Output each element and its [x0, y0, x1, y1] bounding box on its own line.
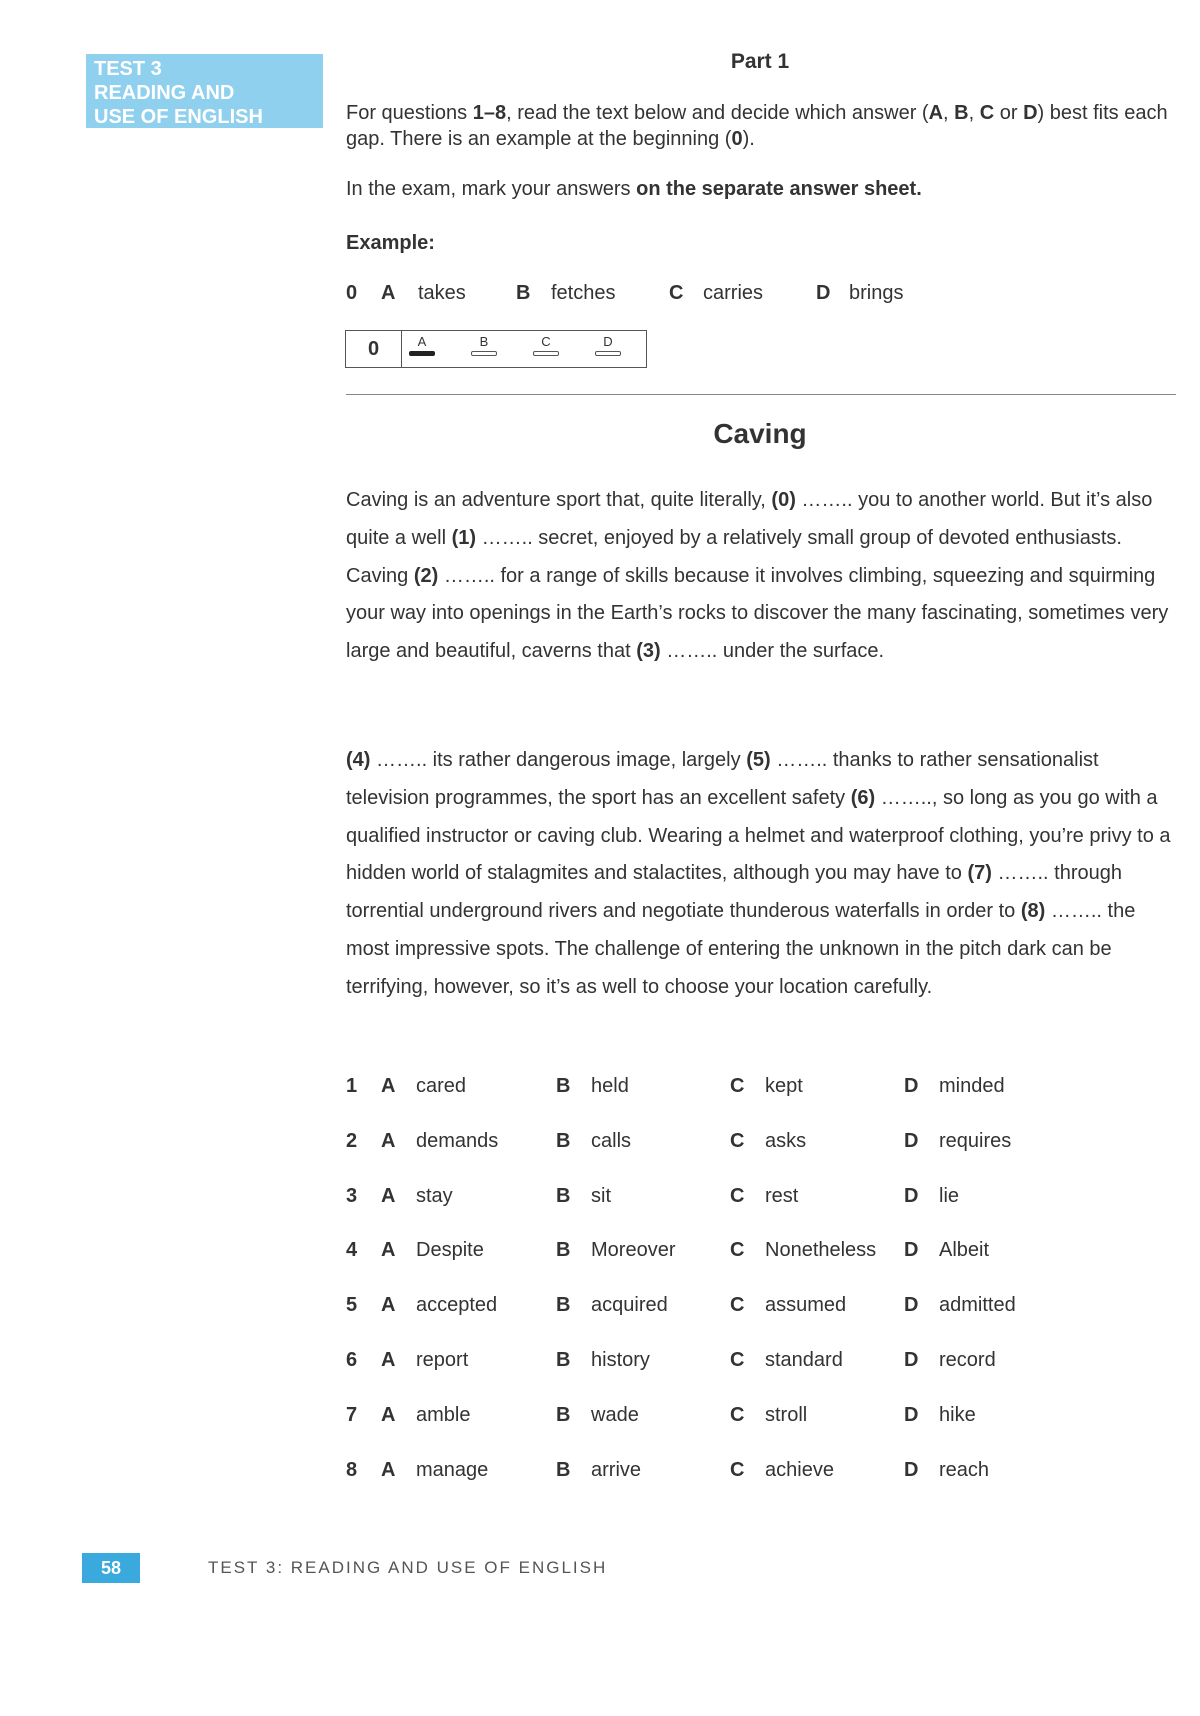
example-grid-options — [402, 331, 646, 367]
option-letter: D — [904, 1458, 919, 1481]
option-word: manage — [416, 1458, 489, 1481]
option-letter: D — [904, 1348, 919, 1371]
example-number: 0 — [346, 282, 358, 304]
option-word: cared — [416, 1075, 467, 1097]
option-letter: B — [556, 1348, 571, 1371]
gap-marker: (7) — [967, 862, 992, 885]
answer-mark-empty — [471, 351, 497, 356]
instr-text: ). — [742, 128, 755, 150]
gap-marker: (6) — [850, 786, 876, 809]
instr-bold: D — [1023, 102, 1038, 124]
option-word: requires — [939, 1129, 1012, 1152]
option-letter: C — [730, 1294, 745, 1317]
option-word: sit — [591, 1184, 611, 1207]
option-letter: D — [904, 1403, 919, 1426]
instr-bold: C — [979, 102, 995, 124]
passage-text: Caving is an adventure sport that, quite literally, — [346, 489, 772, 511]
option-word: hike — [939, 1403, 976, 1426]
question-row — [346, 1075, 1176, 1130]
option-word: amble — [416, 1403, 471, 1426]
option-word: achieve — [765, 1458, 834, 1481]
option-word: asks — [765, 1129, 807, 1152]
option-word: report — [416, 1348, 469, 1371]
instr-text: , — [968, 102, 980, 124]
option-word: lie — [939, 1184, 960, 1207]
option-word: arrive — [591, 1458, 642, 1481]
option-word: wade — [591, 1403, 639, 1426]
answer-mark-empty — [533, 351, 559, 356]
option-letter: A — [381, 1184, 396, 1207]
passage-paragraph-2 — [346, 742, 1176, 1007]
option-word: held — [591, 1075, 629, 1097]
instr-bold: 1–8 — [472, 102, 507, 124]
option-letter: A — [381, 1458, 396, 1481]
instructions-answer-sheet — [346, 176, 1176, 202]
example-letter: B — [516, 282, 531, 304]
option-letter: D — [904, 1294, 919, 1317]
option-word: history — [591, 1348, 650, 1371]
option-letter: B — [556, 1075, 571, 1097]
gap-marker: (3) — [636, 640, 661, 663]
passage-text: …….. for a range of skills because it involves climbing, squeezing and squirming your way into openings in the Earth’s rocks to discover the many fascinating, sometimes very large and beautiful, caverns that — [346, 564, 1169, 663]
option-letter: C — [730, 1348, 745, 1371]
option-word: stay — [416, 1184, 453, 1207]
option-word: acquired — [591, 1294, 668, 1317]
question-number: 5 — [346, 1294, 358, 1317]
option-word: record — [939, 1348, 996, 1371]
passage-text: …….. through torrential underground rivers and negotiate thunderous waterfalls in order to — [346, 862, 1122, 923]
example-word: fetches — [551, 282, 616, 304]
option-letter: B — [556, 1239, 571, 1262]
answer-options-list — [346, 1075, 1176, 1513]
example-letter: D — [816, 282, 831, 304]
gap-marker: (4) — [346, 749, 371, 771]
option-word: standard — [765, 1348, 843, 1371]
passage-text: …….., so long as you go with a qualified instructor or caving club. Wearing a helmet and waterproof clothing, you’re privy to a hidden world of stalagmites and stalactites, although you may have to — [346, 786, 1171, 885]
instr-bold: on the separate answer sheet. — [636, 178, 922, 200]
option-letter: C — [730, 1239, 745, 1262]
example-grid-letter: D — [603, 334, 613, 349]
example-grid-option — [594, 334, 622, 356]
running-title: TEST 3: READING AND USE OF ENGLISH — [208, 1558, 608, 1577]
question-row — [346, 1185, 1176, 1240]
question-number: 2 — [346, 1129, 358, 1152]
example-label: Example: — [346, 232, 435, 254]
option-letter: A — [381, 1075, 396, 1097]
option-letter: C — [730, 1184, 745, 1207]
example-word: brings — [849, 282, 904, 304]
question-row — [346, 1349, 1176, 1404]
option-letter: B — [556, 1403, 571, 1426]
option-letter: A — [381, 1403, 396, 1426]
instr-text: In the exam, mark your answers — [346, 178, 637, 200]
option-letter: C — [730, 1458, 745, 1481]
option-letter: A — [381, 1129, 396, 1152]
instr-text: For questions — [346, 102, 473, 124]
section-tab-line: TEST 3 — [94, 58, 162, 80]
example-word: takes — [418, 282, 466, 304]
question-number: 8 — [346, 1458, 358, 1481]
option-word: calls — [591, 1129, 632, 1152]
instr-text: ) best fits each gap. There is an example at the beginning ( — [346, 102, 1168, 150]
option-word: stroll — [765, 1403, 808, 1426]
question-row — [346, 1239, 1176, 1294]
example-grid-letter: A — [417, 334, 427, 349]
passage-title: Caving — [713, 418, 807, 449]
passage-text: …….. you to another world. But it’s also quite a well — [346, 489, 1153, 549]
example-grid-letter: B — [479, 334, 489, 349]
example-grid-option — [470, 334, 498, 356]
option-letter: A — [381, 1348, 396, 1371]
example-grid-option — [408, 334, 436, 356]
instr-bold: B — [954, 102, 969, 124]
passage-paragraph-1 — [346, 482, 1176, 671]
example-grid-letter: C — [541, 334, 551, 349]
option-letter: C — [730, 1129, 745, 1152]
page-number: 58 — [82, 1553, 140, 1583]
option-word: minded — [939, 1075, 1005, 1097]
example-word: carries — [703, 282, 764, 304]
example-answer-grid — [345, 330, 647, 368]
option-letter: D — [904, 1239, 919, 1262]
option-word: Moreover — [591, 1239, 676, 1262]
option-letter: A — [381, 1294, 396, 1317]
option-word: Nonetheless — [765, 1239, 877, 1262]
option-letter: A — [381, 1239, 396, 1262]
passage-text: …….. under the surface. — [660, 640, 885, 663]
section-tab-line: READING AND — [94, 82, 235, 104]
question-row — [346, 1459, 1176, 1514]
question-number: 3 — [346, 1184, 358, 1207]
section-tab — [86, 54, 323, 128]
question-row — [346, 1294, 1176, 1349]
instr-text: or — [994, 102, 1024, 124]
gap-marker: (8) — [1020, 900, 1046, 923]
option-letter: D — [904, 1129, 919, 1152]
example-grid-option — [532, 334, 560, 356]
option-letter: D — [904, 1184, 919, 1207]
option-word: Albeit — [939, 1239, 990, 1262]
part-title: Part 1 — [730, 50, 790, 73]
example-letter: A — [381, 282, 396, 304]
instructions — [346, 100, 1176, 152]
answer-mark-empty — [595, 351, 621, 356]
question-number: 1 — [346, 1075, 358, 1097]
option-word: accepted — [416, 1294, 498, 1317]
option-letter: B — [556, 1184, 571, 1207]
gap-marker: (2) — [413, 564, 439, 587]
passage-text: …….. its rather dangerous image, largely — [370, 749, 747, 771]
option-word: rest — [765, 1184, 799, 1207]
option-letter: B — [556, 1294, 571, 1317]
option-word: kept — [765, 1075, 803, 1097]
divider — [346, 394, 1176, 395]
question-number: 4 — [346, 1239, 358, 1262]
gap-marker: (1) — [451, 526, 477, 549]
option-word: Despite — [416, 1239, 484, 1262]
instr-text: , read the text below and decide which answer ( — [506, 102, 929, 124]
option-letter: D — [904, 1075, 919, 1097]
option-word: reach — [939, 1458, 990, 1481]
answer-mark-filled — [409, 351, 435, 356]
option-letter: B — [556, 1458, 571, 1481]
option-word: assumed — [765, 1294, 847, 1317]
question-row — [346, 1130, 1176, 1185]
option-letter: C — [730, 1403, 745, 1426]
example-grid-number: 0 — [346, 331, 402, 367]
option-word: demands — [416, 1129, 499, 1152]
example-letter: C — [669, 282, 684, 304]
passage-text: …….. secret, enjoyed by a relatively small group of devoted enthusiasts. Caving — [346, 526, 1122, 587]
passage-text: …….. the most impressive spots. The challenge of entering the unknown in the pitch dark can be terrifying, however, so it’s as well to choose your location carefully. — [346, 900, 1136, 998]
option-letter: C — [730, 1075, 745, 1097]
instr-text: , — [943, 102, 955, 124]
gap-marker: (0) — [771, 489, 796, 511]
gap-marker: (5) — [746, 749, 771, 771]
passage-text: …….. thanks to rather sensationalist television programmes, the sport has an excellent safety — [346, 749, 1099, 809]
question-number: 6 — [346, 1348, 358, 1371]
instr-bold: 0 — [731, 128, 743, 150]
option-letter: B — [556, 1129, 571, 1152]
option-word: admitted — [939, 1294, 1016, 1317]
question-row — [346, 1404, 1176, 1459]
instr-bold: A — [928, 102, 944, 124]
section-tab-line: USE OF ENGLISH — [94, 106, 263, 128]
question-number: 7 — [346, 1403, 358, 1426]
